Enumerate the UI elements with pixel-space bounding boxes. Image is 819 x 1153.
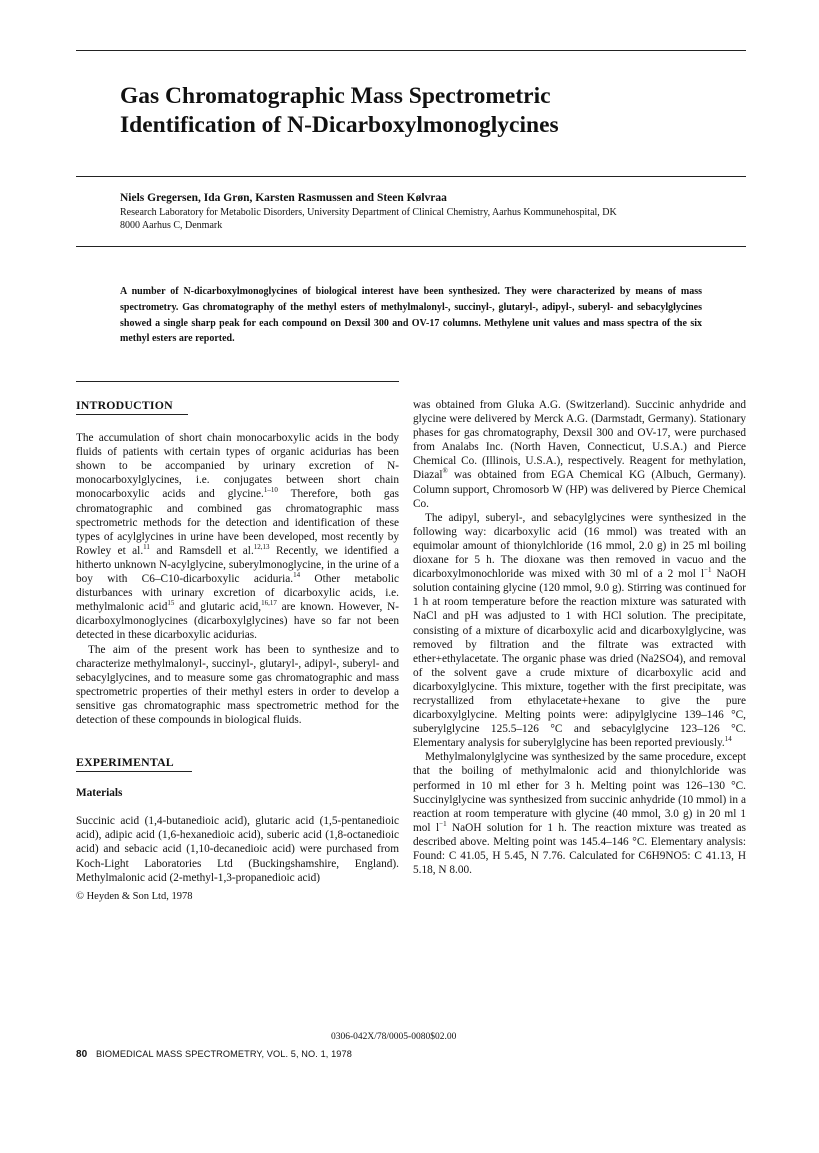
title-line-2: Identification of N-Dicarboxylmonoglycines [120,112,559,138]
ref-citation: 15 [167,599,175,608]
title-line-1: Gas Chromatographic Mass Spectrometric [120,83,551,109]
right-column [413,398,746,877]
introduction-paragraph-2: The aim of the present work has been to synthesize and to characterize methylmalonyl-, succinyl-, glutaryl-, adipyl-, suberyl- and sebacylglycines, and to measure some gas chromatographic and mass spectrometric properties of their methyl esters in order to develop a sensitive gas chromatographic mass spectrometric method for the detection of these compounds in biological fluids. [76,643,399,726]
methylmalonylglycine-paragraph: Methylmalonylglycine was synthesized by the same procedure, except that the boiling of methylmalonic acid and thionylchloride was performed in 10 ml ether for 3 h. Melting point was 126–130 °C. Succinylglycine was synthesized from succinic anhydride (10 mmol) in a reaction at room temperature with glycine (40 mmol, 3.0 g) in 20 ml 1 mol $l^{-1}$ NaOH solution for 1 h. The reaction mixture was treated as described above. Melting point was 145.4–146 °C. Elementary analysis: Found: C 41.05, H 5.45, N 7.76. Calculated for C6H9NO5: C 41.13, H 5.18, N 8.00. [413,751,746,877]
abstract: A number of N-dicarboxylmonoglycines of biological interest have been synthesized. They were characterized by means of mass spectrometry. Gas chromatography of the methyl esters of methylmalonyl-, succinyl-, glutaryl-, adipyl-, suberyl- and sebacylglycines showed a single sharp peak for each compound on Dexsil 300 and OV-17 columns. Methylene unit values and mass spectra of the six methyl esters are reported. [120,286,702,345]
ref-citation: 16,17 [261,599,277,608]
abstract-rule [76,381,399,382]
registered-mark: ® [442,467,448,476]
introduction-paragraph-1: The accumulation of short chain monocarboxylic acids in the body fluids of patients with certain types of organic acidurias has been shown to be accompanied by urinary excretion of N-monocarboxylglycines, i.e. conjugates between short chain monocarboxylic acids and glycine.$^{1-10}$ Therefore, both gas chromatographic and combined gas chromatographic mass spectrometric methods for the detection and identification of these types of acylglycines in urine have been developed, most recently by Rowley et al.$^{11}$ and Ramsdell et al.$^{12,13}$ Recently, we identified a hitherto unknown N-acylglycine, suberylmonoglycine, in the urine of a boy with C6–C10-dicarboxylic aciduria.$^{14}$ Other metabolic disturbances with urinary excretion of dicarboxylic acids, i.e. methylmalonic acid$^{15}$ and glutaric acid,$^{16,17}$ are known. However, N-dicarboxylmonoglycines (dicarboxylglycines) have so far not been detected in these dicarboxylic acidurias. [76,432,400,642]
synthesis-paragraph: The adipyl, suberyl-, and sebacylglycines were synthesized in the following way: dicarboxylic acid (16 mmol) was treated with an equimolar amount of thionylchloride (16 mmol, 2.0 g) in 25 ml boiling dioxane for 5 h. The dioxane was then removed in vacuo and the dicarboxylmonochloride was mixed with 30 ml of a 2 mol $l^{-1}$ NaOH solution containing glycine (120 mmol, 9.0 g). Stirring was continued for 1 h at room temperature before the reaction mixture was saturated with NaCl and pH was adjusted to 1 with HCl solution. The precipitate, consisting of a mixture of dicarboxylic acid and dicarboxylglycine, was removed by filtration and the filtrate was extracted with ether+ethylacetate. The organic phase was dried (Na2SO4), and removal of the solvent gave a crude mixture of dicarboxylic acid and dicarboxylglycine. This mixture, together with the first precipitate, was recrystallized from ethylacetate+hexane to give the pure dicarboxylglycine. Melting points were: adipylglycine 139–146 °C, suberylglycine 125.5–126 °C and sebacylglycine 123–126 °C. Elementary analysis for suberylglycine has been reported previously.$^{14}$ [413,511,746,750]
materials-heading: Materials [76,787,123,800]
ref-citation: 1–10 [263,486,278,495]
page-footer [76,1049,352,1060]
author-rule [76,246,746,247]
materials-paragraph-1: Succinic acid (1,4-butanedioic acid), glutaric acid (1,5-pentanedioic acid), adipic acid (1,6-hexanedioic acid), suberic acid (1,8-octanedioic acid) and sebacic acid (1,10-decanedioic acid) were purchased from Koch-Light Laboratories Ltd (Buckingshamshire, England). Methylmalonic acid (2-methyl-1,3-propanedioic acid) [76,815,399,884]
ref-citation: 11 [143,543,150,552]
affiliation [120,207,720,232]
experimental-heading: EXPERIMENTAL [76,755,174,770]
article-code: 0306-042X/78/0005-0080$02.00 [331,1032,457,1042]
ref-citation: 12,13 [253,543,270,552]
top-rule [76,50,746,51]
copyright-notice: © Heyden & Son Ltd, 1978 [76,890,193,902]
ref-citation: 14 [293,571,301,580]
authors: Niels Gregersen, Ida Grøn, Karsten Rasmussen and Steen Kølvraa [120,192,447,204]
journal-citation: BIOMEDICAL MASS SPECTROMETRY, VOL. 5, NO. 1, 1978 [95,1049,352,1059]
title-rule [76,176,746,177]
introduction-heading: INTRODUCTION [76,398,173,412]
left-column [76,398,399,904]
affiliation-line-1: Research Laboratory for Metabolic Disorders, University Department of Clinical Chemistry, Aarhus Kommunehospital, DK [120,207,617,218]
affiliation-line-2: 8000 Aarhus C, Denmark [120,219,223,231]
materials-paragraph-2: was obtained from Gluka A.G. (Switzerland). Succinic anhydride and glycine were delivered by Merck A.G. (Darmstadt, Germany). Stationary phases for gas chromatography, Dexsil 300 and OV-17, were purchased from Analabs Inc. (North Haven, Connecticut, U.S.A.) and Pierce Chemical Co. (Illinois, U.S.A.), respectively. Reagent for methylation, Diazal® was obtained from EGA Chemical KG (Albuch, Germany). Column support, Chromosorb W (HP) was delivered by Pierce Chemical Co. [413,399,746,510]
article-title [120,82,760,140]
ref-citation: 14 [724,735,732,744]
page-number: 80 [76,1049,88,1060]
